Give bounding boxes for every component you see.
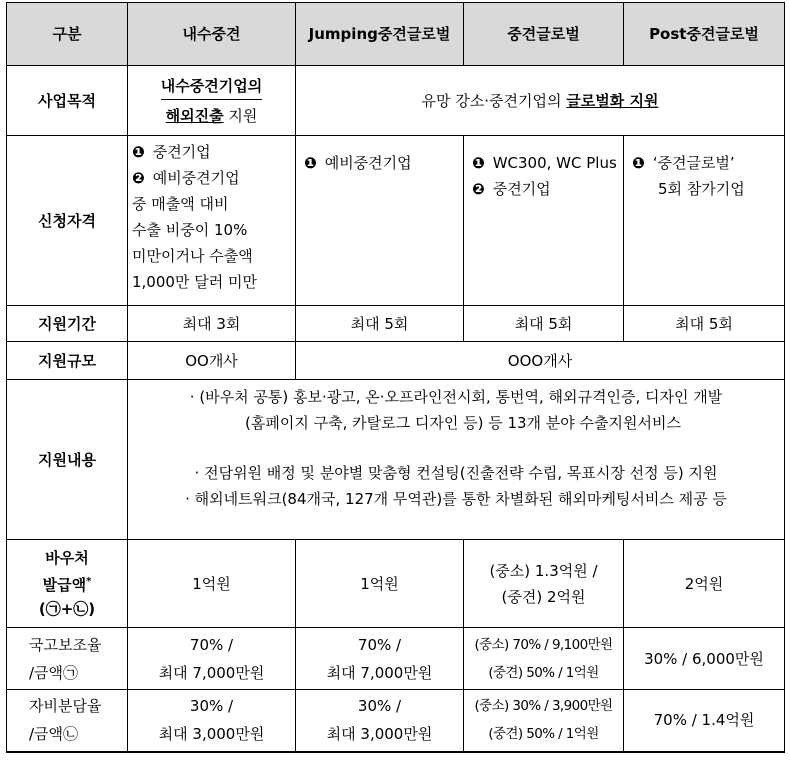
- voucher-label-line1: 바우처: [45, 549, 89, 567]
- selfpay-jumping-line2: 최대 3,000만원: [326, 725, 433, 744]
- eligibility-domestic-line: 1,000만 달러 미만: [132, 273, 257, 291]
- contents-label: 지원내용: [7, 380, 128, 540]
- voucher-global-line2: (중견) 2억원: [501, 587, 586, 606]
- eligibility-label: 신청자격: [7, 136, 128, 306]
- period-value: 최대 3회: [128, 306, 296, 342]
- selfpay-label-line1: 자비분담율: [29, 697, 102, 716]
- selfpay-post: 70% / 1.4억원: [624, 690, 785, 752]
- eligibility-domestic-item1: 중견기업: [152, 143, 211, 161]
- contents-bullet-continued: (홈페이지 구축, 카탈로그 디자인 등) 등 13개 분야 수출지원서비스: [245, 414, 681, 432]
- contents-body: [128, 380, 785, 540]
- subsidy-post: 30% / 6,000만원: [624, 628, 785, 690]
- eligibility-domestic-line: 미만이거나 수출액: [132, 247, 253, 265]
- eligibility-post: [624, 136, 785, 306]
- eligibility-global-text2: 중견기업: [492, 180, 551, 198]
- period-value: 최대 5회: [296, 306, 464, 342]
- selfpay-global-line1: (중소) 30% / 3,900만원: [474, 698, 613, 715]
- eligibility-post-text1: ‘중견글로벌’: [652, 154, 735, 172]
- subsidy-label: [7, 628, 128, 690]
- subsidy-domestic: [128, 628, 296, 690]
- purpose-domestic-line1: 내수중견기업의: [161, 73, 262, 100]
- number-two-icon: ❷: [132, 169, 145, 187]
- header-row: [7, 3, 785, 66]
- selfpay-global-line2: (중견) 50% / 1억원: [488, 726, 599, 743]
- voucher-label-line3: (㉠+㉡): [38, 600, 96, 618]
- period-value: 최대 5회: [464, 306, 624, 342]
- purpose-domestic-bold: 해외진출: [165, 106, 224, 125]
- header-jumping-global: Jumping중견글로벌: [296, 3, 464, 66]
- eligibility-domestic-line: 수출 비중이 10%: [132, 221, 248, 239]
- program-comparison-table: [6, 2, 785, 753]
- subsidy-domestic-line1: 70% /: [189, 635, 234, 654]
- period-value: 최대 5회: [624, 306, 785, 342]
- number-one-icon: ❶: [132, 143, 145, 161]
- eligibility-global: [464, 136, 624, 306]
- selfpay-row: [7, 690, 785, 752]
- contents-bullet: · (바우처 공통) 홍보·광고, 온·오프라인전시회, 통번역, 해외규격인증, 디자인 개발: [189, 388, 723, 406]
- subsidy-label-line1: 국고보조율: [29, 635, 102, 654]
- eligibility-jumping-text: 예비중견기업: [324, 154, 412, 172]
- selfpay-domestic: [128, 690, 296, 752]
- purpose-domestic: [128, 66, 296, 136]
- voucher-global-line1: (중소) 1.3억원 /: [489, 561, 598, 580]
- scale-global: OOO개사: [296, 342, 785, 380]
- header-post-global: Post중견글로벌: [624, 3, 785, 66]
- subsidy-jumping-line2: 최대 7,000만원: [326, 663, 433, 682]
- eligibility-row: [7, 136, 785, 306]
- scale-row: [7, 342, 785, 380]
- period-row: [7, 306, 785, 342]
- scale-label: 지원규모: [7, 342, 128, 380]
- scale-domestic: OO개사: [128, 342, 296, 380]
- voucher-post: 2억원: [624, 540, 785, 628]
- number-one-icon: ❶: [632, 154, 645, 172]
- subsidy-domestic-line2: 최대 7,000만원: [158, 663, 265, 682]
- selfpay-jumping: [296, 690, 464, 752]
- voucher-jumping: 1억원: [296, 540, 464, 628]
- eligibility-domestic-item2: 예비중견기업: [152, 169, 240, 187]
- selfpay-domestic-line2: 최대 3,000만원: [158, 725, 265, 744]
- selfpay-global: [464, 690, 624, 752]
- number-one-icon: ❶: [472, 154, 485, 172]
- purpose-global-prefix: 유망 강소·중견기업의: [421, 91, 567, 110]
- purpose-label: 사업목적: [7, 66, 128, 136]
- purpose-row: [7, 66, 785, 136]
- purpose-domestic-rest: 지원: [223, 106, 258, 125]
- header-domestic: 내수중견: [128, 3, 296, 66]
- footnote-mark: *: [86, 576, 92, 587]
- selfpay-label: [7, 690, 128, 752]
- header-category: 구분: [7, 3, 128, 66]
- eligibility-post-text2: 5회 참가기업: [658, 180, 745, 198]
- selfpay-domestic-line1: 30% /: [189, 697, 234, 716]
- contents-bullet: · 해외네트워크(84개국, 127개 무역관)를 통한 차별화된 해외마케팅서비스 제공 등: [185, 490, 727, 508]
- header-global: 중견글로벌: [464, 3, 624, 66]
- subsidy-global: [464, 628, 624, 690]
- voucher-label-line2: 발급액: [42, 576, 87, 594]
- subsidy-global-line2: (중견) 50% / 1억원: [488, 664, 599, 681]
- purpose-global: [296, 66, 785, 136]
- eligibility-global-text1: WC300, WC Plus: [492, 154, 617, 172]
- voucher-row: [7, 540, 785, 628]
- subsidy-jumping: [296, 628, 464, 690]
- period-label: 지원기간: [7, 306, 128, 342]
- selfpay-label-line2: /금액㉡: [29, 725, 79, 744]
- subsidy-global-line1: (중소) 70% / 9,100만원: [474, 636, 613, 653]
- voucher-label: [7, 540, 128, 628]
- subsidy-label-line2: /금액㉠: [29, 663, 79, 682]
- subsidy-jumping-line1: 70% /: [357, 635, 402, 654]
- number-two-icon: ❷: [472, 180, 485, 198]
- subsidy-row: [7, 628, 785, 690]
- contents-bullet: · 전담위원 배정 및 분야별 맞춤형 컨설팅(진출전략 수립, 목표시장 선정 등) 지원: [194, 464, 718, 482]
- voucher-global: [464, 540, 624, 628]
- contents-row: [7, 380, 785, 540]
- selfpay-jumping-line1: 30% /: [357, 697, 402, 716]
- eligibility-domestic-line: 중 매출액 대비: [132, 195, 229, 213]
- eligibility-domestic: [128, 136, 296, 306]
- eligibility-jumping: [296, 136, 464, 306]
- purpose-global-bold: 글로벌화 지원: [566, 91, 659, 110]
- voucher-domestic: 1억원: [128, 540, 296, 628]
- number-one-icon: ❶: [304, 154, 317, 172]
